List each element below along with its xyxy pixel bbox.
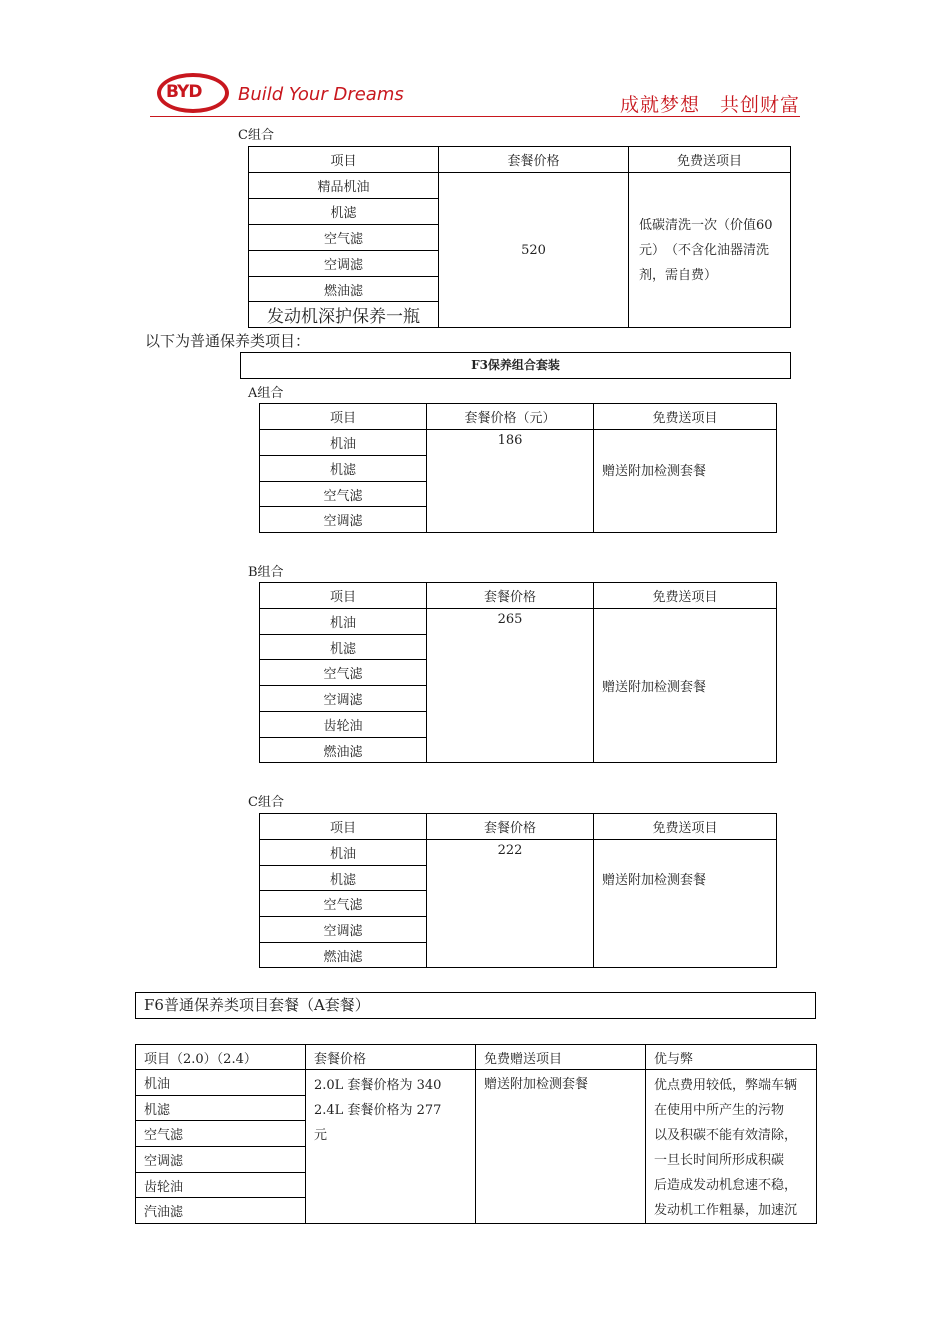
header-cell: 套餐价格: [439, 147, 629, 173]
free-cell: 赠送附加检测套餐: [594, 609, 777, 763]
header-cell: 套餐价格: [306, 1045, 476, 1070]
free-cell: 赠送附加检测套餐: [594, 430, 777, 533]
header-cell: 套餐价格（元）: [427, 404, 594, 430]
f3-c-title: C组合: [248, 795, 284, 810]
price-line: 元: [314, 1128, 328, 1143]
price-cell: [306, 1070, 476, 1224]
item-cell: 机油: [260, 430, 427, 456]
f3-a-title: A组合: [248, 386, 284, 401]
item-cell: 机滤: [136, 1096, 306, 1121]
item-cell: 空调滤: [260, 917, 427, 943]
item-cell: 汽油滤: [136, 1198, 306, 1224]
item-cell: 空气滤: [260, 891, 427, 917]
item-cell: 机油: [260, 609, 427, 635]
f3-c-table: [259, 813, 777, 968]
item-cell: 机滤: [260, 456, 427, 482]
pros-cons-line: 在使用中所产生的污物: [654, 1103, 785, 1118]
item-cell: 燃油滤: [260, 738, 427, 763]
price-cell: 222: [427, 840, 594, 968]
tagline: Build Your Dreams: [238, 84, 404, 105]
header-cell: 免费送项目: [594, 814, 777, 840]
item-cell: 空气滤: [249, 225, 439, 251]
c-combo-top-title: C组合: [238, 128, 274, 143]
item-cell: 空调滤: [260, 686, 427, 712]
item-cell: 空调滤: [260, 507, 427, 533]
header-cell: 项目: [260, 583, 427, 609]
item-cell: 机滤: [260, 866, 427, 891]
pros-cons-line: 后造成发动机怠速不稳，: [654, 1178, 798, 1193]
free-cell: 低碳清洗一次（价值60元） （不含化油器清洗剂，需自费）: [629, 173, 791, 328]
item-cell: 机滤: [249, 199, 439, 225]
header-cell: 项目: [249, 147, 439, 173]
header-cell: 优与弊: [646, 1045, 817, 1070]
header-cell: 免费赠送项目: [476, 1045, 646, 1070]
free-cell: 赠送附加检测套餐: [594, 840, 777, 968]
item-cell: 空气滤: [260, 482, 427, 507]
item-cell: 空气滤: [136, 1121, 306, 1147]
item-cell: 发动机深护保养一瓶: [249, 302, 439, 328]
f3-title: F3保养组合套装: [240, 352, 791, 379]
f3-b-table: [259, 582, 777, 763]
item-cell: 机油: [136, 1070, 306, 1096]
item-cell: 空调滤: [249, 251, 439, 277]
c-combo-top-table: [248, 146, 791, 328]
item-cell: 机油: [260, 840, 427, 866]
pros-cons-line: 以及积碳不能有效清除，: [654, 1128, 798, 1143]
item-cell: 齿轮油: [260, 712, 427, 738]
header-cell: 套餐价格: [427, 814, 594, 840]
pros-cons-line: 发动机工作粗暴，加速沉: [654, 1203, 798, 1218]
header-cell: 项目: [260, 814, 427, 840]
f3-a-table: [259, 403, 777, 533]
price-cell: 520: [439, 173, 629, 328]
slogan: 成就梦想 共创财富: [620, 94, 801, 116]
f6-title: F6普通保养类项目套餐（A套餐）: [135, 992, 816, 1019]
pros-cons-line: 一旦长时间所形成积碳: [654, 1153, 785, 1168]
f3-b-title: B组合: [248, 565, 284, 580]
item-cell: 机滤: [260, 635, 427, 660]
header-cell: 项目（2.0）（2.4）: [136, 1045, 306, 1070]
item-cell: 燃油滤: [260, 943, 427, 968]
byd-logo-text: BYD: [166, 82, 202, 102]
f6-table: [135, 1044, 817, 1224]
header-divider: [150, 116, 800, 117]
pros-cons-cell: [646, 1070, 817, 1224]
intro-text: 以下为普通保养类项目：: [145, 332, 311, 350]
header-cell: 项目: [260, 404, 427, 430]
header-cell: 免费送项目: [594, 583, 777, 609]
price-line: 2.0L 套餐价格为 340: [314, 1078, 442, 1093]
item-cell: 精品机油: [249, 173, 439, 199]
header-cell: 免费送项目: [594, 404, 777, 430]
price-cell: 186: [427, 430, 594, 533]
price-cell: 265: [427, 609, 594, 763]
pros-cons-line: 优点费用较低，弊端车辆: [654, 1078, 798, 1093]
item-cell: 空气滤: [260, 660, 427, 686]
item-cell: 燃油滤: [249, 277, 439, 302]
header-cell: 套餐价格: [427, 583, 594, 609]
free-cell: 赠送附加检测套餐: [476, 1070, 646, 1224]
item-cell: 齿轮油: [136, 1173, 306, 1198]
header-cell: 免费送项目: [629, 147, 791, 173]
item-cell: 空调滤: [136, 1147, 306, 1173]
price-line: 2.4L 套餐价格为 277: [314, 1103, 442, 1118]
